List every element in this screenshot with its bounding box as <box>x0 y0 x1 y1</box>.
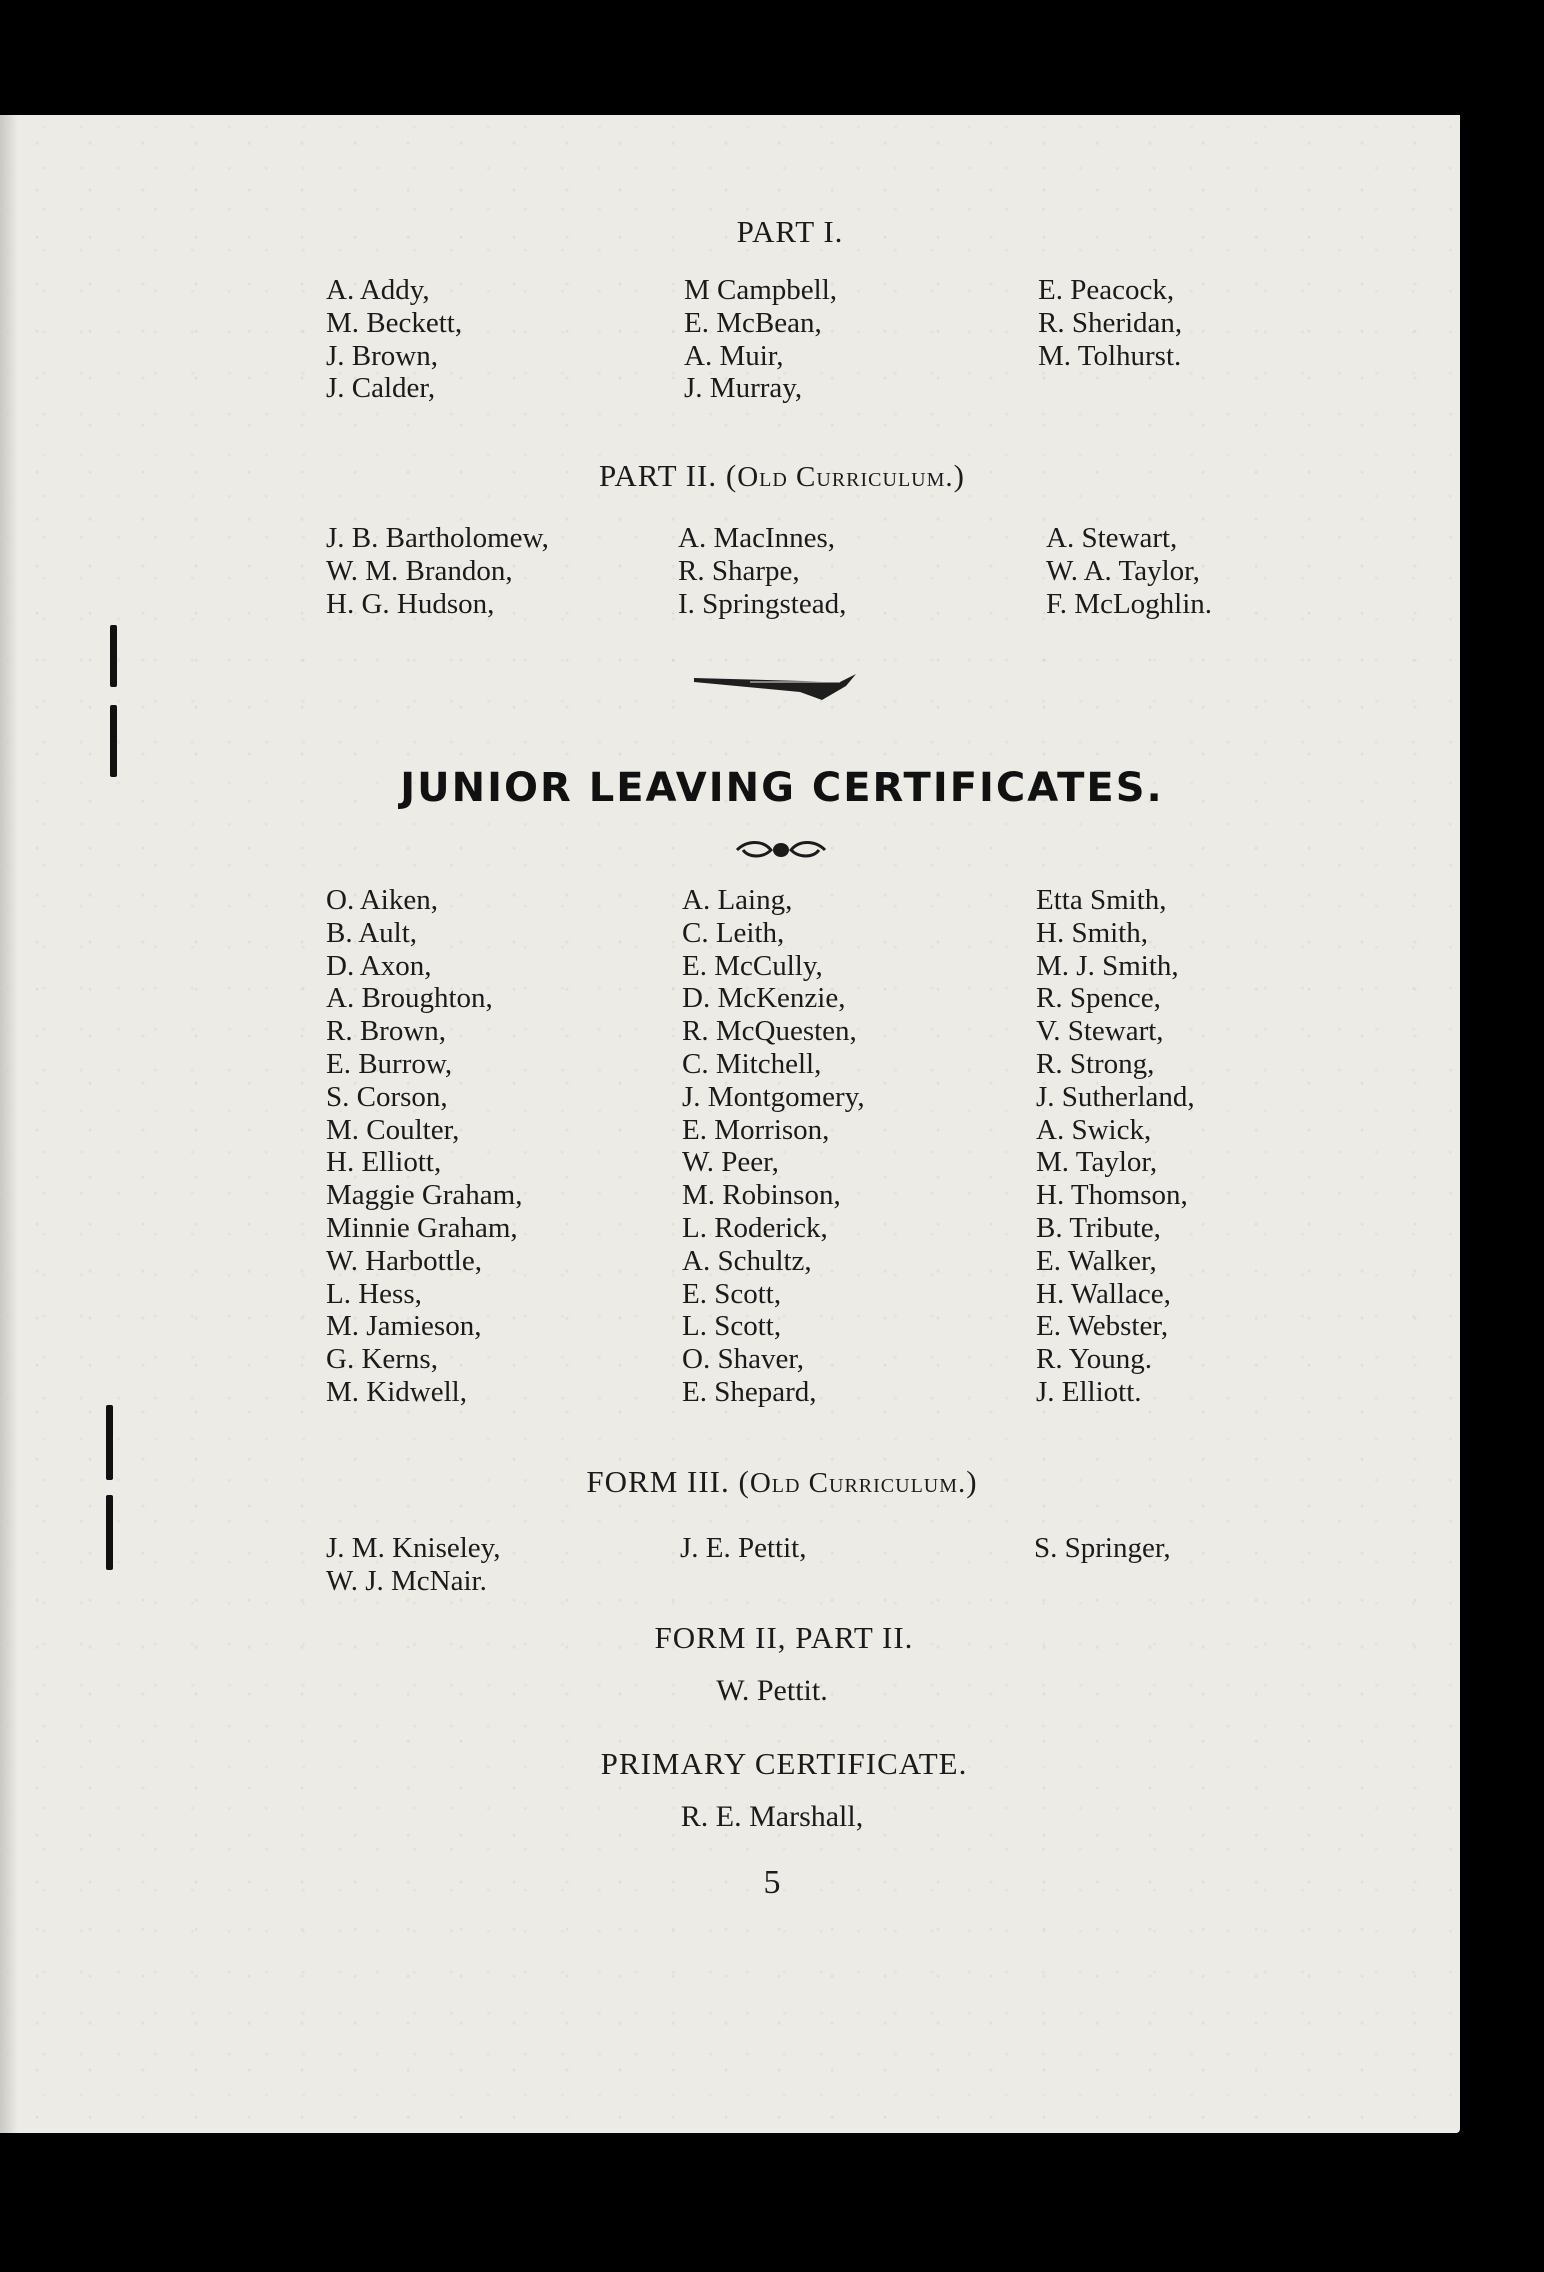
list-item: A. Broughton, <box>326 982 493 1015</box>
list-item: R. Sharpe, <box>678 554 800 587</box>
list-item: W. A. Taylor, <box>1046 554 1200 587</box>
list-item: J. Montgomery, <box>682 1080 865 1113</box>
list-item: M. Kidwell, <box>326 1375 467 1408</box>
junior-column-3 <box>1036 884 1195 1409</box>
list-item: H. Elliott, <box>326 1146 442 1179</box>
list-item: H. Thomson, <box>1036 1179 1188 1212</box>
old-curriculum-label: Old Curriculum. <box>749 1467 967 1499</box>
list-item: A. MacInnes, <box>678 522 836 554</box>
list-item: E. McCully, <box>682 949 823 982</box>
list-item: M. Coulter, <box>326 1113 460 1146</box>
part-2-column-3 <box>1046 522 1212 620</box>
list-item: M. J. Smith, <box>1036 949 1179 982</box>
part-1-heading: PART I. <box>736 214 844 249</box>
list-item: Etta Smith, <box>1036 884 1167 916</box>
list-item: E. Morrison, <box>682 1113 830 1146</box>
list-item: Minnie Graham, <box>326 1211 518 1244</box>
list-item: A. Swick, <box>1036 1113 1152 1146</box>
spine-mark <box>110 625 117 687</box>
part-1-column-1 <box>326 274 462 405</box>
list-item: A. Addy, <box>326 274 430 306</box>
list-item: W. J. McNair. <box>326 1564 487 1597</box>
list-item: R. Young. <box>1036 1343 1153 1376</box>
list-item: A. Schultz, <box>682 1244 812 1277</box>
list-item: J. Sutherland, <box>1036 1080 1195 1113</box>
list-item: E. Shepard, <box>682 1375 817 1408</box>
list-item: E. Walker, <box>1036 1244 1157 1277</box>
list-item: R. McQuesten, <box>682 1015 857 1048</box>
list-item: F. McLoghlin. <box>1046 587 1213 620</box>
list-item: E. Scott, <box>682 1277 782 1310</box>
old-curriculum-label: Old Curriculum. <box>737 461 954 493</box>
list-item: J. Calder, <box>326 372 436 405</box>
list-item: E. McBean, <box>684 306 822 339</box>
list-item: R. Strong, <box>1036 1047 1155 1080</box>
list-item: R. Brown, <box>326 1015 447 1048</box>
list-item: W. M. Brandon, <box>326 554 513 587</box>
list-item: M. Taylor, <box>1036 1146 1158 1179</box>
list-item: W. Harbottle, <box>326 1244 482 1277</box>
list-item: J. Murray, <box>684 372 803 405</box>
list-item: A. Laing, <box>682 884 793 916</box>
list-item: J. B. Bartholomew, <box>326 522 549 554</box>
list-item: E. Peacock, <box>1038 274 1175 306</box>
junior-column-1 <box>326 884 523 1409</box>
list-item: E. Webster, <box>1036 1310 1169 1343</box>
quill-divider-ornament <box>690 668 860 706</box>
list-item: S. Corson, <box>326 1080 448 1113</box>
junior-leaving-certificates-title: JUNIOR LEAVING CERTIFICATES. <box>400 765 1164 811</box>
list-item: L. Hess, <box>326 1277 422 1310</box>
list-item: J. Elliott. <box>1036 1375 1142 1408</box>
list-item: E. Burrow, <box>326 1047 453 1080</box>
list-item: C. Leith, <box>682 916 785 949</box>
scroll-ornament <box>733 838 829 862</box>
list-item: O. Shaver, <box>682 1343 805 1376</box>
list-item: C. Mitchell, <box>682 1047 822 1080</box>
list-item: G. Kerns, <box>326 1343 438 1376</box>
list-item: M. Robinson, <box>682 1179 841 1212</box>
junior-column-2 <box>682 884 865 1409</box>
list-item: J. E. Pettit, <box>680 1532 807 1564</box>
list-item: M. Beckett, <box>326 306 463 339</box>
list-item: B. Tribute, <box>1036 1211 1161 1244</box>
list-item: Maggie Graham, <box>326 1179 523 1212</box>
form-3-column-3 <box>1034 1532 1171 1565</box>
list-item: J. Brown, <box>326 339 438 372</box>
spine-mark <box>106 1495 113 1570</box>
list-item: A. Stewart, <box>1046 522 1178 554</box>
list-item: W. Peer, <box>682 1146 779 1179</box>
list-item: O. Aiken, <box>326 884 438 916</box>
list-item: A. Muir, <box>684 339 784 372</box>
list-item: H. G. Hudson, <box>326 587 495 620</box>
list-item: R. Sheridan, <box>1038 306 1183 339</box>
list-item: L. Scott, <box>682 1310 782 1343</box>
list-item: H. Smith, <box>1036 916 1148 949</box>
part-2-column-2 <box>678 522 846 620</box>
primary-certificate-name: R. E. Marshall, <box>680 1800 864 1833</box>
form-3-column-1 <box>326 1532 501 1598</box>
part-1-column-3 <box>1038 274 1182 372</box>
form-3-column-2 <box>680 1532 806 1565</box>
list-item: S. Springer, <box>1034 1532 1171 1564</box>
part-2-column-1 <box>326 522 549 620</box>
form-3-heading: FORM III. (Old Curriculum.) <box>586 1464 978 1499</box>
list-item: B. Ault, <box>326 916 418 949</box>
part-2-heading: PART II. (Old Curriculum.) <box>599 458 965 493</box>
part-1-column-2 <box>684 274 837 405</box>
list-item: M Campbell, <box>684 274 838 306</box>
list-item: D. Axon, <box>326 949 432 982</box>
primary-certificate-heading: PRIMARY CERTIFICATE. <box>600 1746 968 1781</box>
list-item: D. McKenzie, <box>682 982 846 1015</box>
list-item: L. Roderick, <box>682 1211 828 1244</box>
list-item: I. Springstead, <box>678 587 847 620</box>
list-item: R. Spence, <box>1036 982 1161 1015</box>
form-2-heading: FORM II, PART II. <box>654 1620 914 1655</box>
list-item: M. Jamieson, <box>326 1310 482 1343</box>
form-2-name: W. Pettit. <box>716 1674 828 1707</box>
list-item: V. Stewart, <box>1036 1015 1164 1048</box>
list-item: J. M. Kniseley, <box>326 1532 501 1564</box>
page-number: 5 <box>763 1864 781 1901</box>
list-item: H. Wallace, <box>1036 1277 1171 1310</box>
list-item: M. Tolhurst. <box>1038 339 1182 372</box>
